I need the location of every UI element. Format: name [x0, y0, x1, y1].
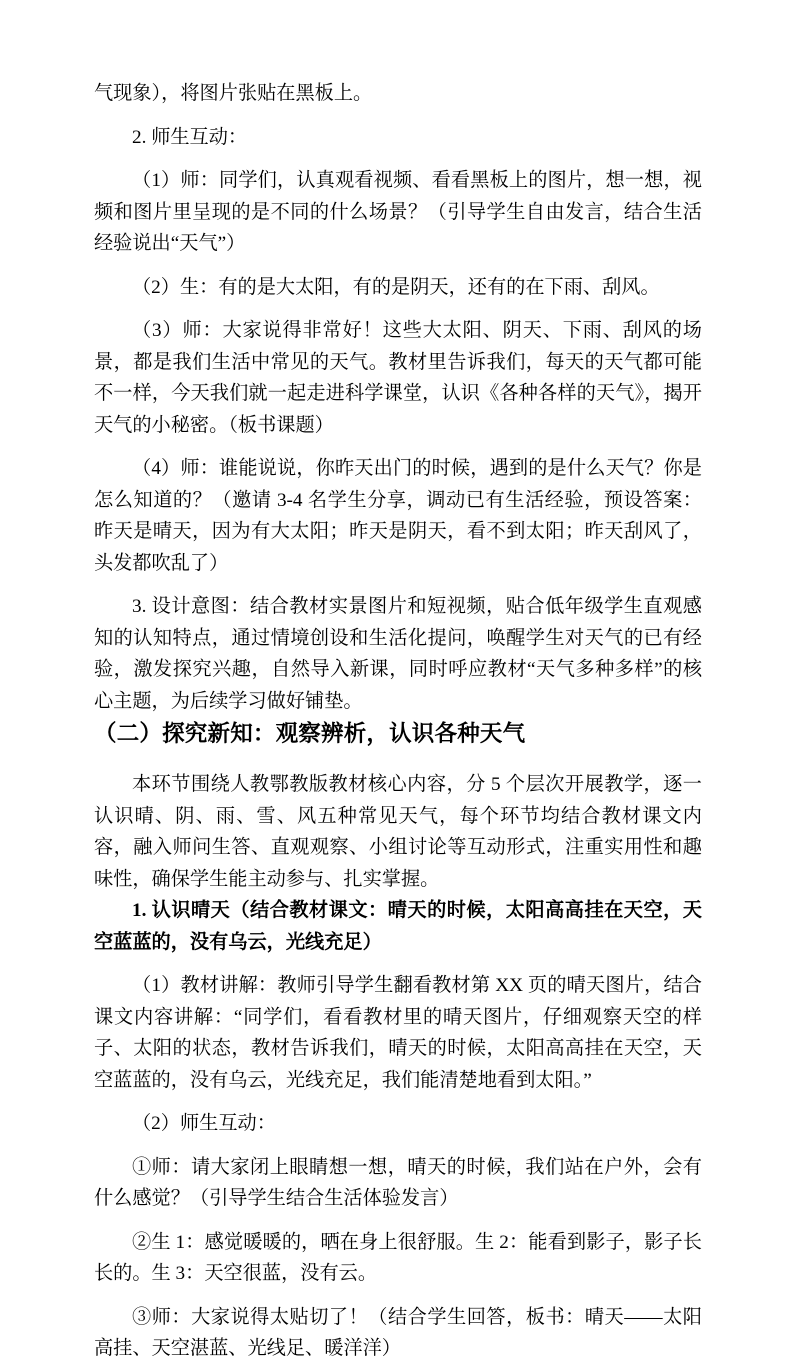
paragraph-item-3-teacher-summary: （3）师：大家说得非常好！这些大太阳、阴天、下雨、刮风的场景，都是我们生活中常见的天气。教材里告诉我们，每天的天气都可能不一样，今天我们就一起走进科学课堂，认识《各种各样的天气》，揭开天气的小秘密。（板书课题）: [94, 320, 702, 436]
paragraph-teacher-student-interaction-heading: 2. 师生互动：: [132, 126, 248, 148]
paragraph-circled-1-teacher-prompt: ①师：请大家闭上眼睛想一想，晴天的时候，我们站在户外，会有什么感觉？（引导学生结合生活体验发言）: [94, 1156, 702, 1209]
page-text-column: [94, 78, 702, 1365]
paragraph-section-overview: 本环节围绕人教鄂教版教材核心内容，分 5 个层次开展教学，逐一认识晴、阴、雨、雪、风五种常见天气，每个环节均结合教材课文内容，融入师问生答、直观观察、小组讨论等互动形式，注重实用性和趣味性，确保学生能主动参与、扎实掌握。: [94, 774, 702, 890]
subsection-heading-sunny-day: 1. 认识晴天（结合教材课文：晴天的时候，太阳高高挂在天空，天空蓝蓝的，没有乌云，光线充足）: [94, 900, 702, 953]
paragraph-item-4-teacher-yesterday-weather: （4）师：谁能说说，你昨天出门的时候，遇到的是什么天气？你是怎么知道的？（邀请 3-4 名学生分享，调动已有生活经验，预设答案：昨天是晴天，因为有大太阳；昨天是阴天，看不到太阳；昨天刮风了，头发都吹乱了）: [94, 458, 702, 574]
paragraph-item-2-student-answer: （2）生：有的是大太阳，有的是阴天，还有的在下雨、刮风。: [132, 276, 660, 298]
paragraph-circled-3-teacher-board-notes: ③师：大家说得太贴切了！（结合学生回答，板书：晴天——太阳高挂、天空湛蓝、光线足、暖洋洋）: [94, 1306, 702, 1359]
paragraph-continued-weather-phenomenon: 气现象），将图片张贴在黑板上。: [94, 83, 373, 104]
paragraph-circled-2-student-answers: ②生 1：感觉暖暖的，晒在身上很舒服。生 2：能看到影子，影子长长的。生 3：天空很蓝，没有云。: [94, 1231, 702, 1284]
paragraph-textbook-explanation: （1）教材讲解：教师引导学生翻看教材第 XX 页的晴天图片，结合课文内容讲解：“同学们，看看教材里的晴天图片，仔细观察天空的样子、太阳的状态，教材告诉我们，晴天的时候，太阳高高挂在天空，天空蓝蓝的，没有乌云，光线充足，我们能清楚地看到太阳。”: [94, 975, 702, 1091]
paragraph-interaction-heading: （2）师生互动：: [132, 1113, 276, 1134]
section-heading-explore-new-knowledge: （二）探究新知：观察辨析，认识各种天气: [94, 721, 526, 746]
paragraph-design-intent: 3. 设计意图：结合教材实景图片和短视频，贴合低年级学生直观感知的认知特点，通过情境创设和生活化提问，唤醒学生对天气的已有经验，激发探究兴趣，自然导入新课，同时呼应教材“天气多种多样”的核心主题，为后续学习做好铺垫。: [94, 596, 702, 712]
paragraph-item-1-teacher-question: （1）师：同学们，认真观看视频、看看黑板上的图片，想一想，视频和图片里呈现的是不同的什么场景？（引导学生自由发言，结合生活经验说出“天气”）: [94, 170, 702, 254]
